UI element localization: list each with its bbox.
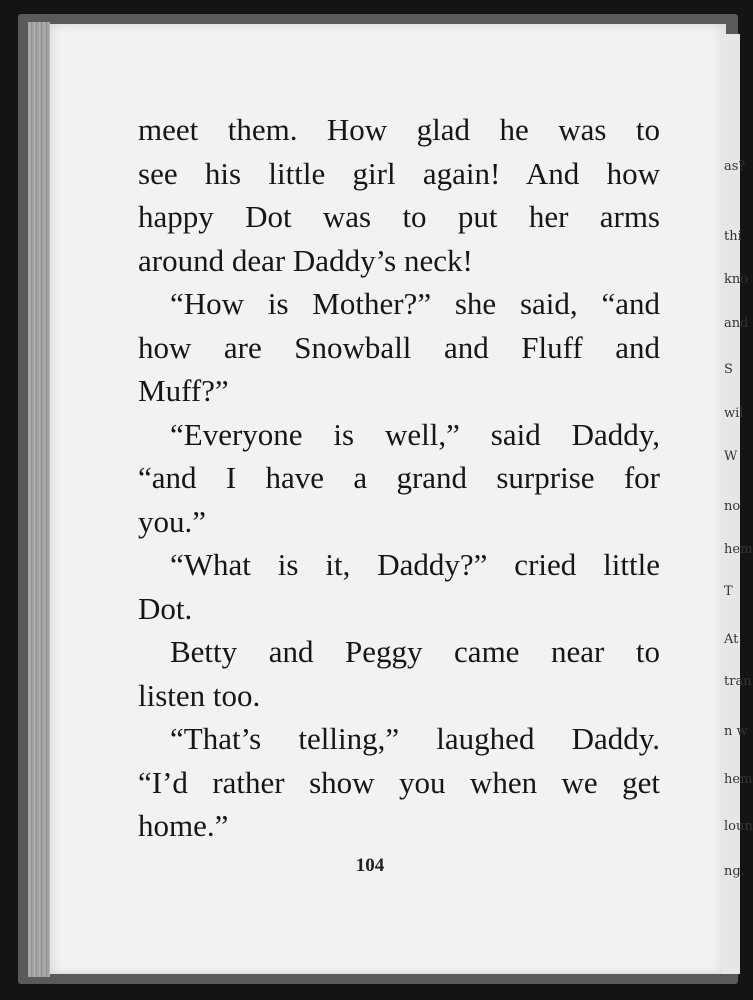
text-line: around dear Daddy’s neck!: [138, 242, 473, 278]
next-page-fragment: At: [724, 632, 739, 647]
page-number: 104: [355, 855, 385, 876]
next-page-fragment: hem: [724, 542, 753, 557]
text-line: “That’s telling,” laughed Daddy.: [170, 721, 660, 756]
next-page-fragment: tran: [724, 674, 752, 689]
text-line: see his little girl again! And how: [138, 155, 660, 191]
text-line: Betty and Peggy came near to: [170, 634, 660, 669]
next-page-fragment: as?: [724, 159, 746, 174]
next-page-fragment: and: [724, 316, 749, 331]
text-line: you.”: [138, 503, 207, 539]
text-line: happy Dot was to put her arms: [138, 199, 660, 234]
text-line: home.”: [138, 808, 229, 843]
text-line: “What is it, Daddy?” cried little: [170, 547, 660, 582]
next-page-fragment: S: [724, 362, 733, 377]
next-page-fragment: n w: [724, 724, 748, 739]
text-line: how are Snowball and Fluff and: [138, 329, 660, 365]
next-page-fragment: loun: [724, 819, 753, 834]
next-page-edge: [722, 34, 753, 974]
page-stack-edge: [28, 22, 50, 977]
next-page-fragment: hem: [724, 772, 753, 787]
next-page-fragment: W: [724, 449, 738, 464]
text-line: “Everyone is well,” said Daddy,: [170, 416, 660, 452]
next-page-fragment: ng.: [724, 864, 745, 879]
text-line: “How is Mother?” she said, “and: [170, 286, 660, 321]
text-line: “I’d rather show you when we get: [138, 764, 660, 800]
text-line: Dot.: [138, 590, 193, 626]
text-line: listen too.: [138, 677, 261, 713]
next-page-fragment: kno: [724, 272, 749, 287]
text-line: “and I have a grand surprise for: [138, 460, 660, 495]
next-page-fragment: wil: [724, 406, 744, 421]
page-body-text: [138, 108, 660, 848]
text-line: Muff?”: [138, 373, 229, 408]
next-page-fragment: no: [724, 499, 741, 514]
text-line: meet them. How glad he was to: [138, 112, 660, 147]
next-page-fragment: thi: [724, 229, 742, 244]
next-page-fragment: T: [724, 584, 733, 599]
